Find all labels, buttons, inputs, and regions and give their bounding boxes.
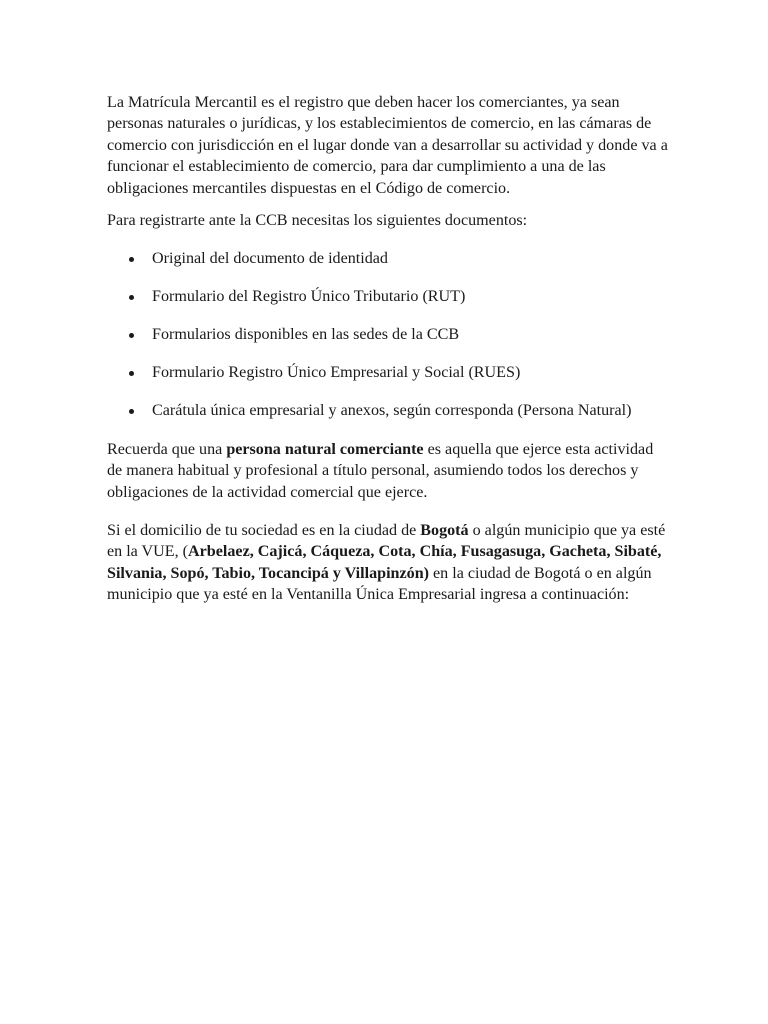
bullet-icon: [129, 333, 134, 338]
list-item: [107, 400, 668, 421]
reminder-text-end: es aquella que ejerce esta actividad de manera habitual y profesional a título personal, asumiendo todos los derechos y obligaciones de la actividad comercial que ejerce.: [107, 440, 654, 501]
list-item: [107, 286, 668, 307]
reminder-bold-term: persona natural comerciante: [226, 440, 424, 458]
bullet-icon: [129, 409, 134, 414]
list-item: [107, 362, 668, 383]
domicile-city: Bogotá: [420, 522, 469, 540]
bullet-icon: [129, 257, 134, 262]
list-item-text: Formularios disponibles en las sedes de la CCB: [152, 326, 460, 344]
domicile-text-3: en la ciudad de Bogotá o en algún municipio que ya esté en la Ventanilla Única Empresarial ingresa a continuación:: [107, 564, 652, 604]
intro-paragraph: La Matrícula Mercantil es el registro que deben hacer los comerciantes, ya sean personas naturales o jurídicas, y los establecimientos de comercio, en las cámaras de comercio con jurisdicción en el lugar donde van a desarrollar su actividad y donde va a funcionar el establecimiento de comercio, para dar cumplimiento a una de las obligaciones mercantiles dispuestas en el Código de comercio.: [107, 94, 668, 197]
list-item-text: Original del documento de identidad: [152, 250, 388, 268]
bullet-icon: [129, 295, 134, 300]
bullet-icon: [129, 371, 134, 376]
documents-list: [107, 248, 668, 421]
documents-intro-paragraph: Para registrarte ante la CCB necesitas los siguientes documentos:: [107, 212, 528, 230]
list-item: [107, 324, 668, 345]
domicile-text-2: o algún municipio que ya esté en la VUE, (: [107, 522, 666, 561]
list-item: [107, 248, 668, 269]
list-item-text: Carátula única empresarial y anexos, según corresponda (Persona Natural): [152, 402, 632, 420]
reminder-text-start: Recuerda que una: [107, 440, 227, 458]
list-item-text: Formulario Registro Único Empresarial y Social (RUES): [152, 364, 521, 382]
domicile-text-1: Si el domicilio de tu sociedad es en la ciudad de: [107, 522, 421, 540]
domicile-municipalities: Arbelaez, Cajicá, Cáqueza, Cota, Chía, Fusagasuga, Gacheta, Sibaté, Silvania, Sopó, Tabio, Tocancipá y Villapinzón): [107, 543, 662, 582]
reminder-paragraph: [107, 439, 668, 503]
domicile-paragraph: [107, 520, 668, 606]
list-item-text: Formulario del Registro Único Tributario (RUT): [152, 288, 466, 306]
